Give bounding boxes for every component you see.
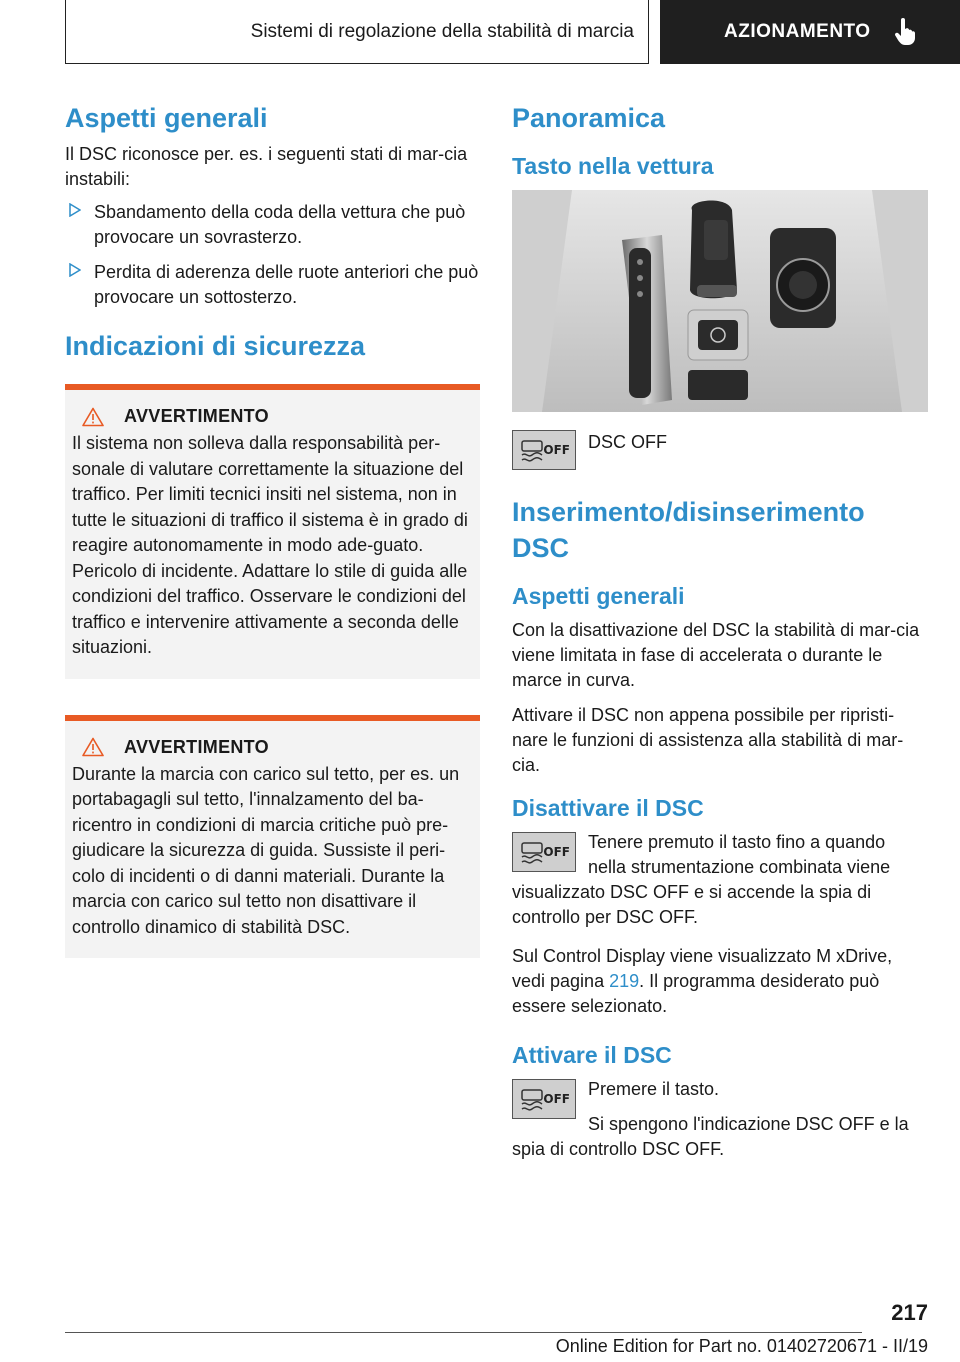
list-item [65, 260, 480, 310]
overview-heading: Panoramica [512, 103, 666, 133]
deactivate-heading: Disattivare il DSC [512, 795, 704, 821]
general-intro: Il DSC riconosce per. es. i seguenti stati di mar-cia instabili: [65, 144, 468, 189]
warning-text: Durante la marcia con carico sul tetto, per es. un portabagagli sul tetto, l'innalzamento del ba-ricentro in condizioni di marcia critiche può pre-giudicare la sicurezza di guida. Sussiste il peri-colo di incidenti o di danni materiali. Durante la marcia con carico sul tetto non disattivare il controllo dinamico di stabilità DSC. [72, 763, 460, 937]
section-label: AZIONAMENTO [724, 21, 871, 42]
edition-note: Online Edition for Part no. 01402720671 - II/19 [555, 1336, 928, 1356]
warning-text: Il sistema non solleva dalla responsabilità per-sonale di valutare correttamente la situazione del traffico. Per limiti tecnici insiti nel sistema, non in tutte le situazioni di traffico il sistema è in grado di reagire autonomamente in modo ade-guato. Pericolo di incidente. Adattare lo stile di guida alle condizioni del traffico. Osservare le condizioni del traffico e intervenire attivamente a seconda delle situazioni. [72, 433, 468, 657]
warning-header [72, 406, 472, 427]
center-console-photo [512, 190, 928, 412]
deactivate-p2 [512, 944, 928, 1019]
toggle-general-p2: Attivare il DSC non appena possibile per ripristi-nare le funzioni di assistenza alla stabilità di mar-cia. [512, 705, 904, 775]
activate-p1: Premere il tasto. [588, 1079, 720, 1099]
warning-triangle-icon [82, 407, 104, 427]
list-item-text: Perdita di aderenza delle ruote anteriori che può provocare un sottosterzo. [94, 262, 479, 307]
center-console-illustration [512, 190, 928, 412]
dsc-off-button-icon [512, 832, 576, 872]
button-heading: Tasto nella vettura [512, 153, 714, 179]
chapter-title: Sistemi di regolazione della stabilità di marcia [65, 0, 649, 64]
off-label: OFF [543, 443, 570, 457]
skidding-car-icon [519, 439, 545, 463]
icon-label: DSC OFF [588, 432, 667, 452]
skidding-car-icon [519, 1088, 545, 1112]
dsc-off-button-icon [512, 430, 576, 470]
footer-divider [65, 1332, 862, 1333]
toggle-heading: Inserimento/disinserimento DSC [512, 497, 865, 563]
warning-box [65, 715, 480, 959]
off-label: OFF [543, 845, 570, 859]
activate-heading: Attivare il DSC [512, 1042, 672, 1068]
warning-box [65, 384, 480, 679]
list-item-text: Sbandamento della coda della vettura che può provocare un sovrasterzo. [94, 202, 466, 247]
deactivate-p2-post: . Il programma desiderato può essere selezionato. [512, 971, 880, 1016]
off-label: OFF [543, 1092, 570, 1106]
page-link-219[interactable]: 219 [609, 971, 640, 991]
safety-heading: Indicazioni di sicurezza [65, 331, 366, 361]
deactivate-p2-pre: Sul Control Display viene visualizzato M xDrive, vedi pagina [512, 946, 893, 991]
toggle-general-heading: Aspetti generali [512, 583, 685, 609]
toggle-general-p1: Con la disattivazione del DSC la stabilità di mar-cia viene limitata in fase di accelerata o durante le marce in curva. [512, 620, 920, 690]
warning-header [72, 737, 472, 758]
dsc-off-button-icon [512, 1079, 576, 1119]
triangle-bullet-icon [69, 203, 81, 217]
hand-pointer-icon [893, 18, 917, 46]
deactivate-block [512, 830, 928, 930]
activate-block [512, 1077, 928, 1162]
skidding-car-icon [519, 841, 545, 865]
warning-triangle-icon [82, 737, 104, 757]
general-heading: Aspetti generali [65, 103, 268, 133]
deactivate-p1: Tenere premuto il tasto fino a quando nella strumentazione combinata viene visualizzato DSC OFF e si accende la spia di controllo per DSC OFF. [512, 832, 891, 927]
page-number: 217 [891, 1300, 928, 1325]
triangle-bullet-icon [69, 263, 81, 277]
right-column [512, 100, 928, 1162]
left-column [65, 100, 480, 958]
warning-title: AVVERTIMENTO [124, 736, 269, 757]
warning-title: AVVERTIMENTO [124, 406, 269, 426]
dsc-off-legend [512, 430, 928, 470]
section-tab [660, 0, 960, 64]
activate-p2: Si spengono l'indicazione DSC OFF e la spia di controllo DSC OFF. [512, 1114, 909, 1159]
instability-list [65, 200, 480, 310]
list-item [65, 200, 480, 250]
page-header [0, 0, 960, 66]
